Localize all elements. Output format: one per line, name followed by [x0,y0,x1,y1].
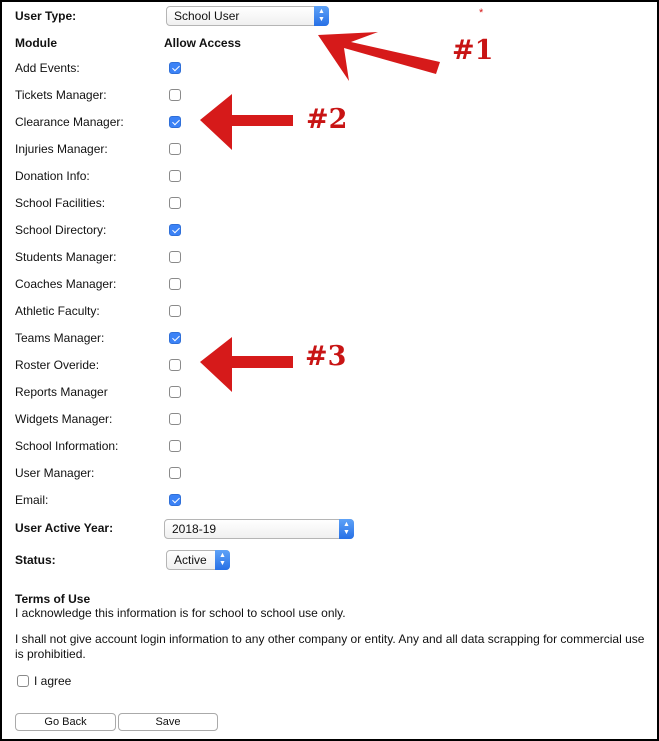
module-label: Reports Manager [15,385,108,399]
annotation-label-2: #2 [306,104,348,135]
status-label: Status: [15,553,56,567]
user-type-value: School User [174,9,240,23]
save-button[interactable]: Save [118,713,218,731]
module-label: School Facilities: [15,196,106,210]
annotation-label-3: #3 [305,341,347,372]
terms-line-2: I shall not give account login information to any other company or entity. Any and all data scrapping for commercial use is prohibitied. [15,632,645,661]
arrow-2-icon [200,94,293,150]
annotation-label-1: #1 [452,35,494,66]
status-value: Active [174,553,207,567]
select-arrows-icon: ▲ ▼ [314,6,329,26]
module-label: Add Events: [15,61,80,75]
module-label: School Directory: [15,223,107,237]
arrow-1-icon [318,32,440,81]
terms-title: Terms of Use [15,592,91,606]
agree-label: I agree [34,674,72,688]
go-back-button[interactable]: Go Back [15,713,116,731]
module-label: Tickets Manager: [15,88,107,102]
module-label: Widgets Manager: [15,412,113,426]
module-label: Roster Overide: [15,358,100,372]
module-label: Students Manager: [15,250,117,264]
active-year-value: 2018-19 [172,522,217,536]
module-label: Athletic Faculty: [15,304,100,318]
module-label: Clearance Manager: [15,115,124,129]
allow-access-header: Allow Access [164,36,241,50]
user-type-label: User Type: [15,9,77,23]
module-label: Email: [15,493,49,507]
select-arrows-icon: ▲ ▼ [215,550,230,570]
terms-line-1: I acknowledge this information is for school to school use only. [15,606,346,620]
module-header: Module [15,36,57,50]
required-mark: * [479,7,484,19]
module-label: Injuries Manager: [15,142,108,156]
module-label: School Information: [15,439,119,453]
active-year-label: User Active Year: [15,521,114,535]
module-label: Teams Manager: [15,331,105,345]
arrow-3-icon [200,337,293,392]
module-label: User Manager: [15,466,95,480]
module-label: Donation Info: [15,169,90,183]
select-arrows-icon: ▲ ▼ [339,519,354,539]
module-label: Coaches Manager: [15,277,117,291]
